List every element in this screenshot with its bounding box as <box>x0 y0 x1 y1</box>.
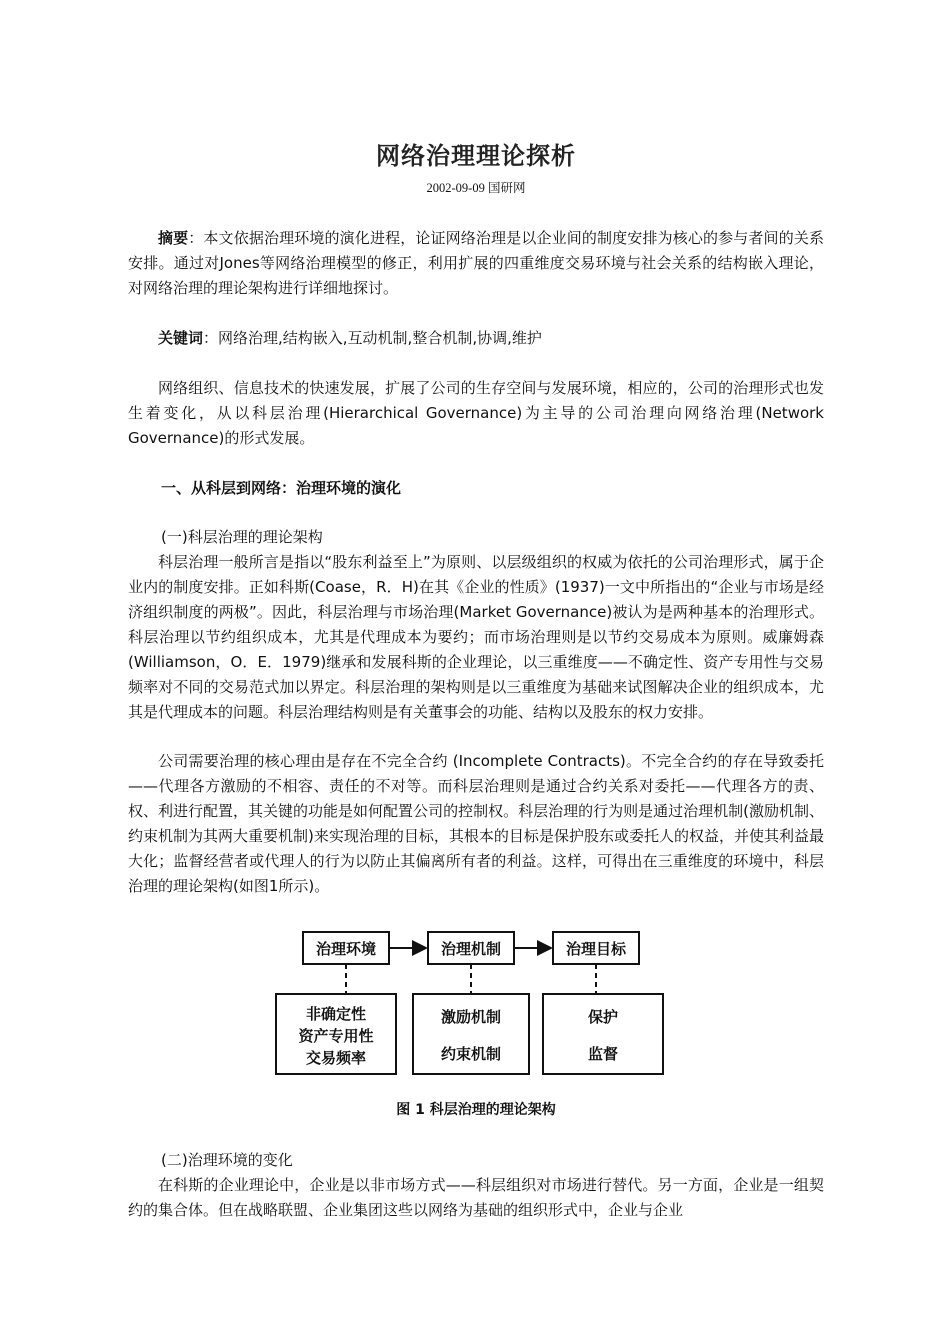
abstract-paragraph <box>128 226 824 301</box>
section-heading: 一、从科层到网络：治理环境的演化 <box>161 479 402 497</box>
top-box-label: 治理环境 <box>315 940 377 958</box>
abstract-label: 摘要 <box>158 229 189 247</box>
bottom-box-label: 资产专用性 <box>298 1027 374 1045</box>
body-paragraph: 公司需要治理的核心理由是存在不完全合约 (Incomplete Contracts)。不完全合约的存在导致委托——代理各方激励的不相容、责任的不对等。而科层治理则是通过合约关系对委托——代理各方的责、权、利进行配置，其关键的功能是如何配置公司的控制权。科层治理的行为则是通过治理机制(激励机制、约束机制为其两大重要机制)来实现治理的目标，其根本的目标是保护股东或委托人的权益，并使其利益最大化；监督经营者或代理人的行为以防止其偏离所有者的利益。这样，可得出在三重维度的环境中，科层治理的理论架构(如图1所示)。 <box>128 752 824 895</box>
keywords-label: 关键词 <box>158 329 204 347</box>
figure-caption: 图 1 科层治理的理论架构 <box>396 1102 556 1118</box>
body-paragraph: 科层治理一般所言是指以“股东利益至上”为原则、以层级组织的权威为依托的公司治理形式，属于企业内的制度安排。正如科斯(Coase，R．H)在其《企业的性质》(1937)一文中所指出的“企业与市场是经济组织制度的两极”。因此，科层治理与市场治理(Market Governance)被认为是两种基本的治理形式。科层治理以节约组织成本，尤其是代理成本为要约；而市场治理则是以节约交易成本为原则。威廉姆森(Williamson，O．E．1979)继承和发展科斯的企业理论，以三重维度——不确定性、资产专用性与交易频率对不同的交易范式加以界定。科层治理的架构则是以三重维度为基础来试图解决企业的组织成本，尤其是代理成本的问题。科层治理结构则是有关董事会的功能、结构以及股东的权力安排。 <box>128 553 824 721</box>
subsection-heading: (二)治理环境的变化 <box>161 1151 293 1169</box>
abstract-text: ：本文依据治理环境的演化进程，论证网络治理是以企业间的制度安排为核心的参与者间的关系安排。通过对Jones等网络治理模型的修正，利用扩展的四重维度交易环境与社会关系的结构嵌入理论，对网络治理的理论架构进行详细地探讨。 <box>128 229 824 297</box>
bottom-box-label: 约束机制 <box>440 1045 502 1063</box>
subsection-heading: (一)科层治理的理论架构 <box>161 528 323 546</box>
date-source: 2002-09-09 国研网 <box>426 181 526 195</box>
top-box-label: 治理机制 <box>440 940 502 958</box>
bottom-box-label: 激励机制 <box>440 1008 502 1026</box>
bottom-box-label: 非确定性 <box>305 1005 367 1023</box>
bottom-box-label: 监督 <box>587 1045 619 1063</box>
intro-paragraph: 网络组织、信息技术的快速发展，扩展了公司的生存空间与发展环境，相应的，公司的治理形式也发生着变化，从以科层治理(Hierarchical Governance)为主导的公司治理向网络治理(Network Governance)的形式发展。 <box>128 379 824 447</box>
page-title: 网络治理理论探析 <box>376 142 576 170</box>
body-paragraph: 在科斯的企业理论中，企业是以非市场方式——科层组织对市场进行替代。另一方面，企业是一组契约的集合体。但在战略联盟、企业集团这些以网络为基础的组织形式中，企业与企业 <box>128 1176 824 1219</box>
figure-diagram <box>273 922 673 1078</box>
keywords-paragraph <box>128 326 824 351</box>
bottom-box-label: 交易频率 <box>305 1049 367 1067</box>
top-box-label: 治理目标 <box>565 940 627 958</box>
keywords-text: ：网络治理,结构嵌入,互动机制,整合机制,协调,维护 <box>203 329 542 347</box>
bottom-box-label: 保护 <box>587 1008 619 1026</box>
